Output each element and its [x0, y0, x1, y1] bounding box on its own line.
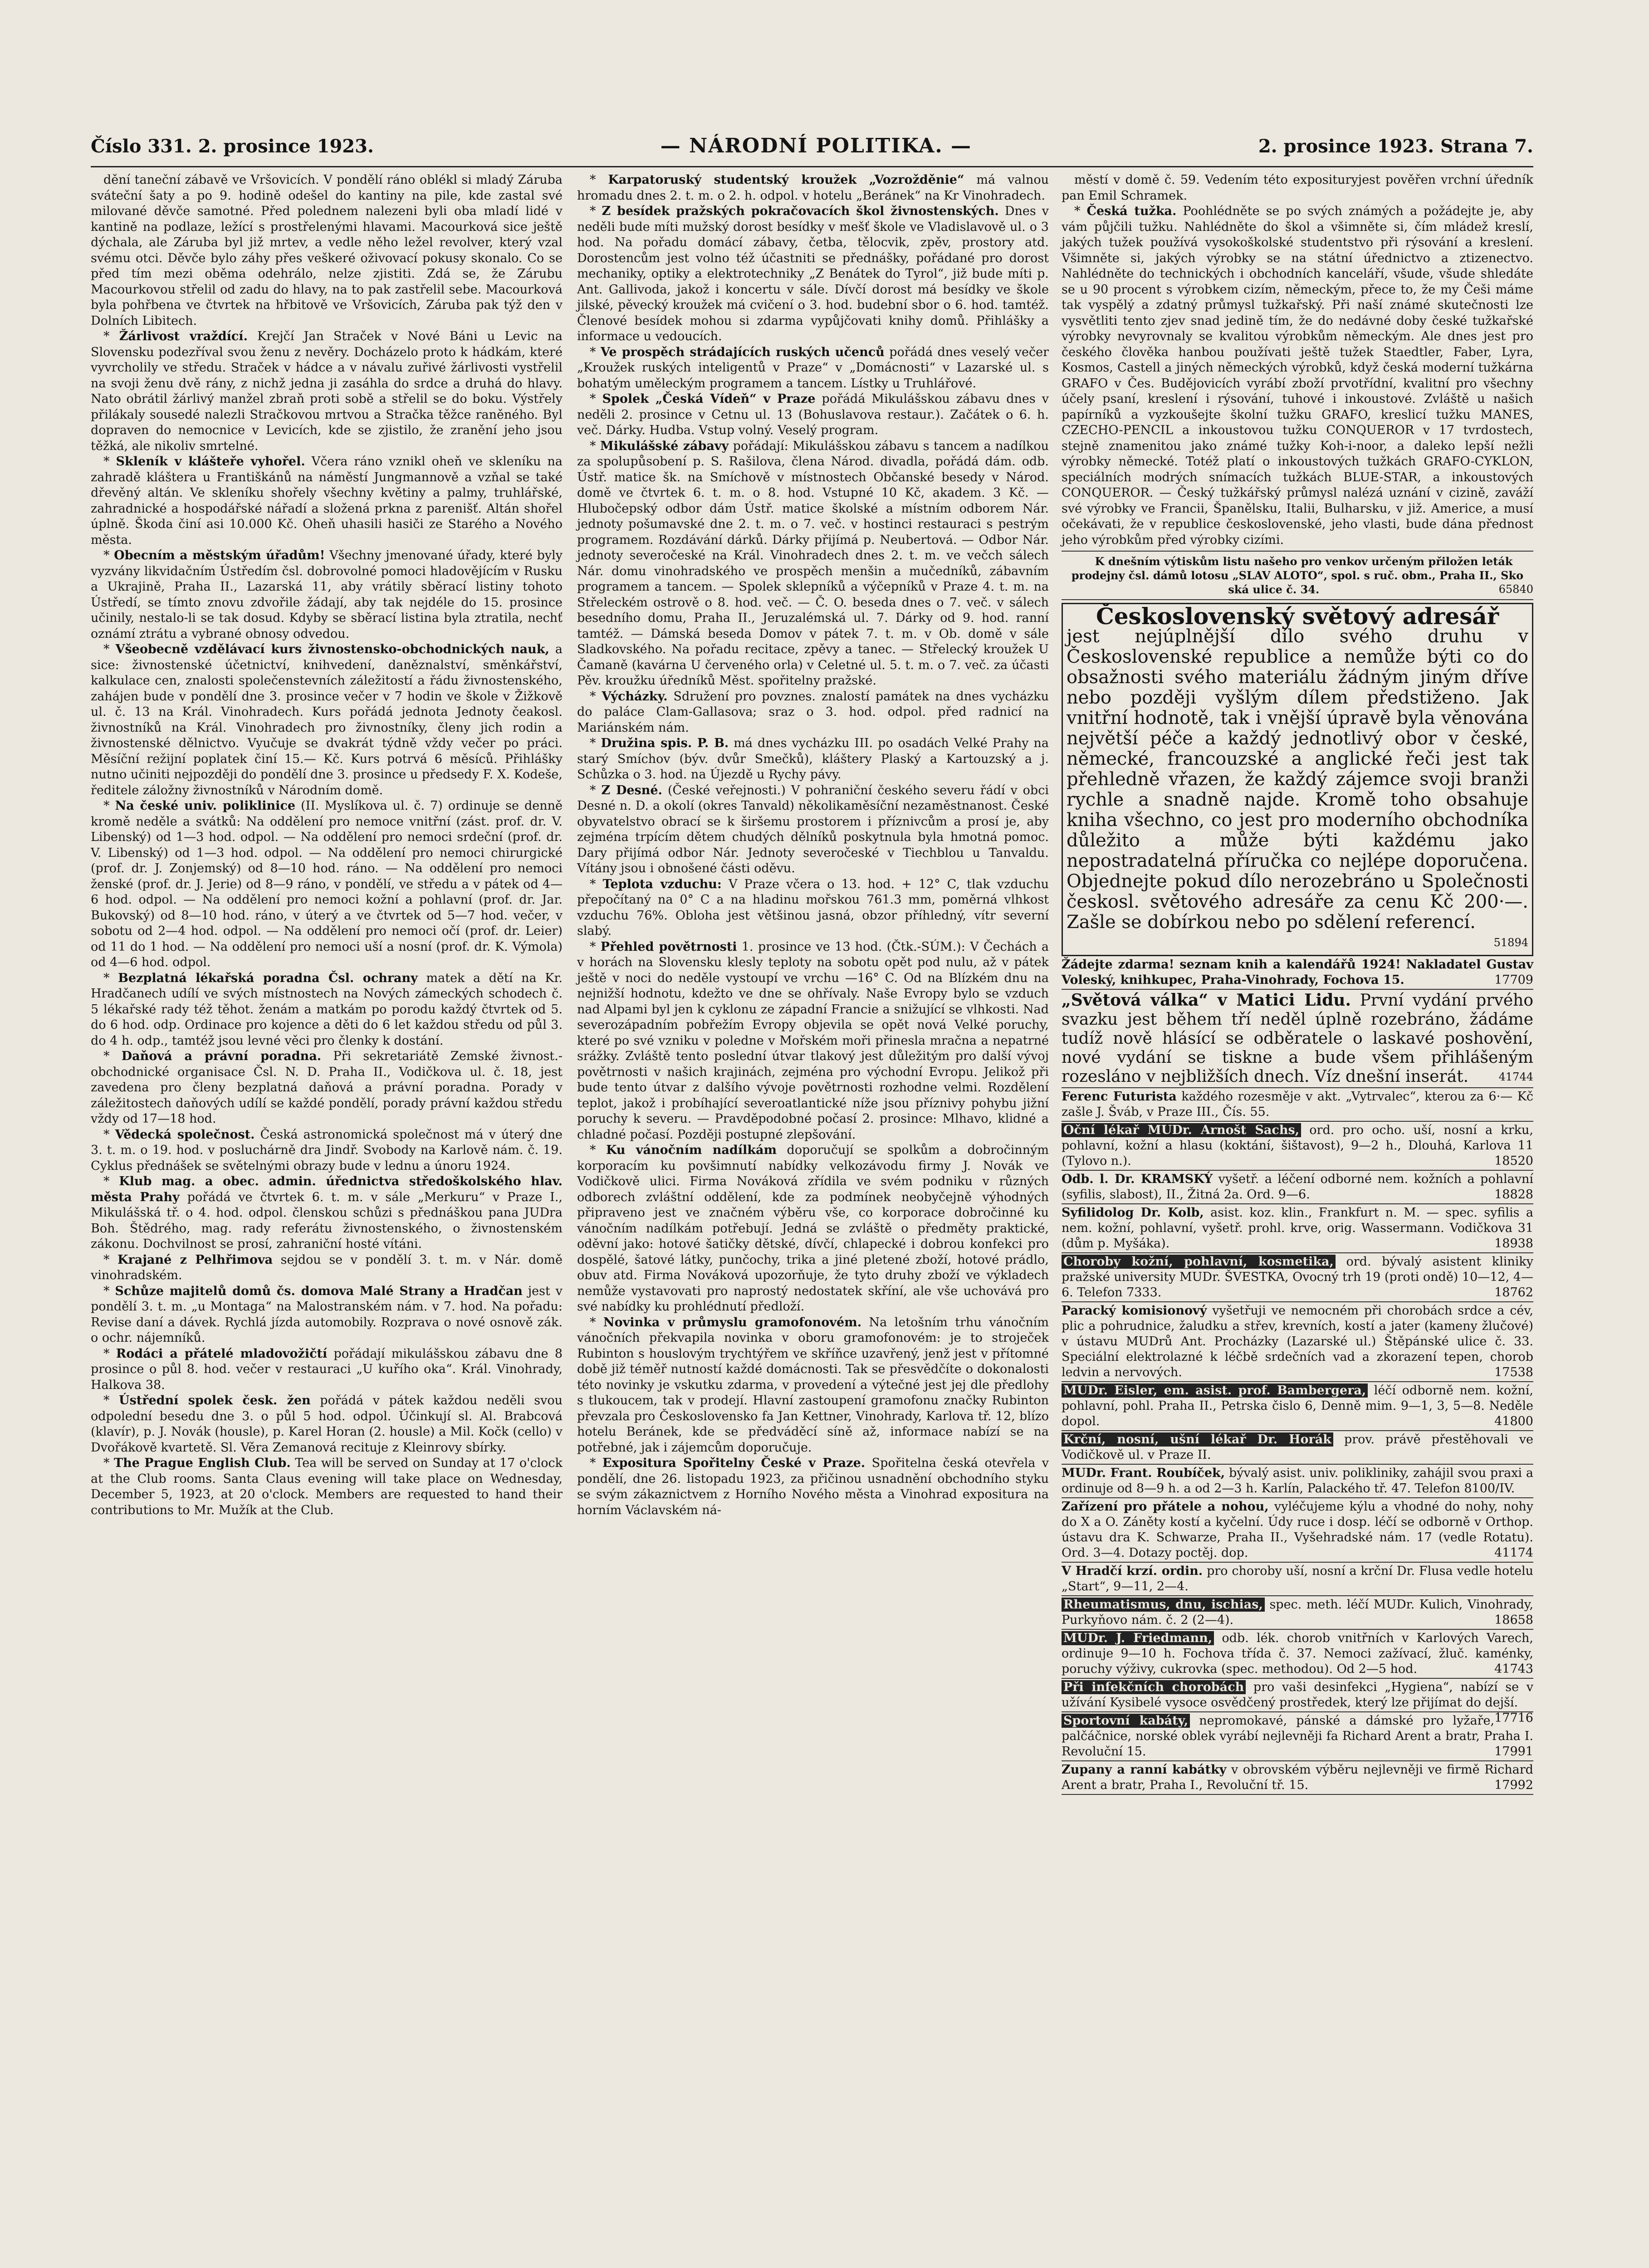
- ad-number: 18828: [1494, 1188, 1533, 1202]
- article: * Z besídek pražských pokračovacích škol živnostenských. Dnes v neděli bude míti mužský dorost besídky v mešť škole ve Vladislavově ul. o 3 hod. Na pořadu domácí zábavy, četba, tělocvik, zpěv, prostory atd. Dorostencům jest volno též účastniti se přednášky, pořádané pro dorost mechaniky, optiky a elektrotechniky „Z Benátek do Tyrol“, již bude míti p. Ant. Gallivoda, jakož i koncertu v sále. Dívčí dorost má besídky ve škole jilské, pěvecký kroužek má cvičení o 3. hod. budební sbor o 6. hod. tamtéž. Členové besídek mohou si zdarma vypůjčovati knihy domů. Přihlášky a informace u vedoucích.: [577, 204, 1049, 343]
- adresar-ad: [1062, 603, 1533, 956]
- article-text: (České veřejnosti.) V pohraniční českého severu řádí v obci Desné n. D. a okolí (okres Tanvald) několikaměsíční nezaměstnanost. České obyvatelstvo obrací se k širšemu prostorem i příznivcům a prosí je, aby zejména trpícím dětem chudých dělníků poskytnula byla hmotná pomoc. Dary přijímá odbor Nár. Jednoty severočeské v Tiechblou u Tanvaldu. Vítány jsou i obnošené části oděvu.: [577, 783, 1049, 875]
- article: * Ku vánočním nadílkám doporučují se spolkům a dobročinným korporacím ku povšimnutí nabídky velkozávodu firmy J. Novák ve Vodičkově ulici. Firma Nováková zřídila ve svém podniku v různých odborech zvláštní oddělení, kde za podmínek neobyčejně výhodných připraveno jest ve značném výběru vše, co korporace dobročinné ku vánočním nadílkám potřebují. Jedná se zvláště o předměty praktické, oděvní jako: hotové šatičky dětské, dívčí, chlapecké i dobrou konfekci pro dospělé, šatové látky, punčochy, trika a jiné pletené zboží, hotové prádlo, obuv atd. Firma Nováková upozorňuje, že tyto druhy zboží ve výkladech nemůže vystavovati pro naprostý nedostatek skříní, ale vše uchovává pro své nabídky ku prohlédnutí předloží.: [577, 1143, 1049, 1314]
- adresar-ad-body: jest nejúplnější dílo svého druhu v Československé republice a nemůže býti co do obsažnosti svého materiálu žádným jiným dříve nebo později vyšlým dílem předstiženo. Jak vnitřní hodnotě, tak i vnější úpravě byla věnována největší péče a každý jednotlivý obor v české, německé, francouzské a anglické řeči jest tak přehledně vřazen, že každý zájemce svoji branži rychle a snadně najde. Kromě toho obsahuje kniha všechno, co jest pro moderního obchodníka důležito a může býti každému jako nepostradatelná příručka co nejlépe doporučena. Objednejte pokud dílo nerozebráno u Společnosti českosl. světového adresáře za cenu Kč 200·—. Zašle se dobírkou nebo po sdělení referencí.: [1067, 626, 1528, 933]
- classified-ads: [1062, 1088, 1533, 1795]
- article-headline: Rodáci a přátelé mladovožičtí: [116, 1346, 328, 1361]
- classified-ad: [1062, 1088, 1533, 1122]
- article: * Česká tužka. Poohlédněte se po svých známých a požádejte je, aby vám půjčili tužku. Nahlédněte do škol a všimněte si, čím mládež kreslí, jakých tužek používá vysokoškolské studentstvo při rýsování a kreslení. Všimněte si, jakých výrobky se na státní úřednictvo a ztizenectvo. Nahlédněte do technických i obchodních kanceláří, všude, všude shledáte se u 90 procent s výrobkem cizím, německým, přece to, že my Češi máme tak vyspělý a zdatný průmysl tužkařský. Při naší známé skutečnosti lze vysvětliti tento zjev snad jedině tím, že do nedávné doby české tužkařské výrobky nevyrovnaly se kvalitou výrobkům německým. Ale dnes jest pro českého člověka hanbou používati ještě tužek Staedtler, Faber, Lyra, Kosmos, Castell a jiných německých výrobků, když česká moderní tužkárna GRAFO v Čes. Budějovicích vyrábí zboží prvotřídní, kvalitní pro všechny účely psaní, kreslení i rýsování, tuhové i inkoustové. Zvláště u našich papírníků a vyzkoušejte školní tužku GRAFO, kreslicí tužku MANES, CZECHO-PENCIL a inkoustovou tužku CONQUEROR v 17 tvrdostech, stejně znamenitou jako známé tužky Koh-i-noor, a daleko lepší nežli výrobky německé. Totéž platí o inkoustových tužkách GRAFO-CYKLON, speciálních modrých snímacích tužkách BLUE-STAR, a inkoustových CONQUEROR. — Český tužkářský průmysl nalézá uznání v cizině, zaváží své výrobky ve Francii, Španělsku, Italii, Bulharsku, v již. Americe, a musí očekávati, že v republice československé, jeho vlasti, bude dána přednost jeho výrobkům před výrobky cizími.: [1062, 204, 1533, 547]
- ad-number: 18938: [1494, 1237, 1533, 1251]
- article: * The Prague English Club. Tea will be served on Sunday at 17 o'clock at the Club rooms. Santa Claus evening will take place on Wednesday, December 5, 1923, at 20 o'clock. Members are requested to hand their contributions to Mr. Mužík at the Club.: [91, 1456, 563, 1517]
- article-text: má valnou hromadu dnes 2. t. m. o 2. h. odpol. v hotelu „Beránek“ na Kr Vinohradech.: [577, 173, 1049, 203]
- article-text: matek a dětí na Kr. Hradčanech udílí ve svých místnostech na Nových zámeckých schodech č. 5 lékařské rady též těhot. ženám a matkám po porodu každý čtvrtek od 5. do 6 hod. odp. Ordinace pro kojence a děti do 6 let každou středu od půl 3. do 4 h. odp., tamtéž jsou levné věci pro členky k dostání.: [91, 971, 563, 1048]
- header-date-page: 2. prosince 1923. Strana 7.: [1258, 136, 1533, 157]
- article-headline: Krajané z Pelhřimova: [117, 1252, 273, 1267]
- article-headline: Přehled povětrnosti: [600, 939, 737, 954]
- article-headline: Spolek „Česká Vídeň“ v Praze: [602, 392, 816, 406]
- article: * Družina spis. P. B. má dnes vycházku III. po osadách Velké Prahy na starý Smíchov (býv. dvůr Smečků), kláštery Plaský a Kartouzský a j. Schůzka o 3. hod. na Újezdě u Rychy pávy.: [577, 736, 1049, 782]
- ad-number: 17991: [1494, 1745, 1533, 1759]
- article: * Klub mag. a obec. admin. úřednictva středoškolského hlav. města Prahy pořádá ve čtvrtek 6. t. m. v sále „Merkuru“ v Praze I., Mikulášská tř. o 4. hod. odpol. členskou schůzi s přednáškou pana JUDra Boh. Štědrého, mag. rady referátu živnostenského, o živnostenském zákonu. Dochvilnost se prosí, zahraniční hosté vítáni.: [91, 1174, 563, 1251]
- ad-text: spec. meth. léčí MUDr. Kulich, Vinohrady, Purkyňovo nám. č. 2 (2—4).: [1062, 1598, 1533, 1627]
- ad-name: Ferenc Futurista: [1062, 1090, 1177, 1104]
- article-headline: Česká tužka.: [1086, 204, 1177, 218]
- article-headline: Z besídek pražských pokračovacích škol živnostenských.: [602, 204, 999, 218]
- article-text: dění taneční zábavě ve Vršovicích. V pondělí ráno oblékl si mladý Záruba sváteční šaty a po 9. hodině odešel do kantiny na pile, kde zastal své milované děvče samotné. Před polednem nalezeni byli oba mladí lidé v kantině na podlaze, ležící s prostřelenými hlavami. Macourková sice ještě dýchala, ale Záruba byl již mrtev, a vedle něho ležel revolver, který vzal svému otci. Děvče bylo záhy přes veškeré oživovací pokusy skonalo. Co se před tím mezi oběma odehrálo, nelze zjistiti. Zdá se, že Zárubu Macourkovou střelil od zadu do hlavy, na to pak zastřelil sebe. Macourková byla pohřbena ve čtvrtek na hřbitově ve Vršovicích, Záruba pak týž den v Dolních Libitech.: [91, 173, 563, 328]
- ad-text: vyšetřuji ve nemocném při chorobách srdce a cév, plic a pohrudnice, žaludku a střev, krevních, kostí a jater (kameny žlučové) v ústavu MUDrů Ant. Procházky (Lazarské ul.) Štěpánské ulice č. 33. Speciální elektrolazné k léčbě srdečních vad a zkorazení tepen, chorob ledvin a nervových.: [1062, 1304, 1533, 1379]
- article-headline: Daňová a právní poradna.: [121, 1049, 322, 1063]
- ad-number: 41743: [1494, 1662, 1533, 1676]
- article-text: městí v domě č. 59. Vedením této exposituryjest pověřen vrchní úředník pan Emil Schramek.: [1062, 173, 1533, 203]
- ad-number: 18520: [1494, 1154, 1533, 1168]
- article: * Přehled povětrnosti 1. prosince ve 13 hod. (Čtk.-SÚM.): V Čechách a v horách na Slovensku klesly teploty na sobotu opět pod nulu, až v pátek ještě v noci do neděle vystoupí ve vrchu —16° C. Od na Blízkém dnu na nejnižší hodnotu, kdežto ve dne se ohřívaly. Naše Evropy bylo se vzduch nad Alpami byl jen k cyklonu ze západní Francie a snižující se vlhkosti. Nad severozápadním pobřežím Evropy objevila se opět nová Velké poruchy, které po své vzniku v poledne v Mořském moři přinesla mračna a nepatrné srážky. Zvláště tento poslední útvar tlakový jest důležitým pro další vývoj povětrnosti v našich krajinách, zejména pro východní Evropu. Jelikož při bude tento útvar z dalšího vývoje povětrnosti rozhodne velmi. Rozdělení teplot, jakož i probíhající severoatlantické níže jsou příznivy pohybu jižní poruchy k severu. — Pravděpodobné počasí 2. prosince: Mlhavo, klidné a chladné počasí. Později postupné zlepšování.: [577, 939, 1049, 1142]
- adresar-ad-title: Československý světový adresář: [1096, 603, 1499, 630]
- article-text: pořádá Mikulášskou zábavu dnes v neděli 2. prosince v Cetnu ul. 13 (Bohuslavova restaur.). Začátek o 6. h. več. Dárky. Hudba. Vstup volný. Veselý program.: [577, 392, 1049, 437]
- ad-name: Rheumatismus, dnu, ischias,: [1062, 1598, 1265, 1612]
- adresar-ad-number: 51894: [1493, 936, 1528, 949]
- column-1: [91, 172, 563, 1518]
- article-headline: Ústřední spolek česk. žen: [119, 1393, 311, 1408]
- article-text: Sdružení pro povznes. znalostí památek na dnes vycházku do paláce Clam-Gallasova; sraz o 3. hod. odpol. před radnicí na Mariánském nám.: [577, 689, 1049, 735]
- article: * Ústřední spolek česk. žen pořádá v pátek každou neděli svou odpolední besedu dne 3. o půl 5 hod. odpol. Účinkují sl. Al. Brabcová (klavír), p. J. Novák (housle), p. Karel Horan (2. housle) a Mil. Kočk (cello) v Dvořákově kvartetě. Sl. Věra Zemanová recituje z Kleinrovy sbírky.: [91, 1393, 563, 1455]
- article-headline: Ku vánočním nadílkám: [606, 1143, 777, 1157]
- ad-text: pro vaši desinfekci „Hygiena“, nabízí se v užívání Kysibelé vysoce osvědčený prostředek, který lze přijímat do dejší.: [1062, 1680, 1533, 1710]
- ad-name: Sportovní kabáty,: [1062, 1714, 1190, 1728]
- ad-text: bývalý asist. univ. polikliniky, zahájil svou praxi a ordinuje od 8—9 h. a od 2—3 h. Karlín, Palackého tř. 47. Telefon 8100/IV.: [1062, 1466, 1533, 1496]
- article-headline: Bezplatná lékařská poradna Čsl. ochrany: [118, 971, 418, 985]
- page-header: [91, 134, 1533, 161]
- article-text: Krejčí Jan Straček v Nové Báni u Levic na Slovensku podezříval svou ženu z nevěry. Docházelo proto k hádkám, které vyvrcholily ve středu. Straček v hádce a v návalu zuřivé žárlivosti vystřelil na svoji ženu dvě rány, z nichž jedna ji zasáhla do srdce a druhá do hlavy. Nato obrátil žárlivý manžel zbraň proti sobě a střelil se do boku. Výstřely přilákaly sousedé nalezli Stračkovou mrtvou a Stračka těžce raněného. Byl dopraven do nemocnice v Levicích, kde se zjistilo, že zranění jeho jsou těžká, ale nikoliv smrtelné.: [91, 329, 563, 453]
- article-text: a sice: živnostenské účetnictví, knihvedení, daněznalství, směnkářství, kalkulace cen, znalosti společenstevních záležitostí a řádu živnostenského, zahájen bude v pondělí dne 3. prosince večer v 7 hodin ve škole v Žižkově ul. č. 13 na Král. Vinohradech. Kurs pořádá jednota Jednoty čeakosl. živnostníků na Král. Vinohradech pro živnostníky, členy jich rodin a živnostenské dělnictvo. Vyučuje se dvakrát týdně vždy večer po práci. Měsíční režijní poplatek činí 15.— Kč. Kurs potrvá 6 měsíců. Přihlášky nutno učiniti nejpozději do pondělí dne 3. prosince u předsedy F. X. Kodeše, ředitele záložny živnostníků v Národním domě.: [91, 642, 563, 797]
- ad-text: odb. lék. chorob vnitřních v Karlových Varech, ordinuje 9—10 h. Fochova třída č. 37. Nemoci zažívací, žluč. kaménky, poruchy výživy, cukrovka (spec. methodou). Od 2—5 hod.: [1062, 1631, 1533, 1676]
- article-text: V Praze včera o 13. hod. + 12° C, tlak vzduchu přepočítaný na 0° C a na hladinu mořskou 761.3 mm, poměrná vlhkost vzduchu 76%. Obloha jest většinou jasná, obzor příhledný, vítr severní slabý.: [577, 877, 1049, 938]
- article-text: (II. Myslíkova ul. č. 7) ordinuje se denně kromě neděle a svátků: Na oddělení pro nemoce vnitřní (zást. prof. dr. V. Libenský) od 1—3 hod. odpol. — Na oddělení pro nemoci srdeční (prof. dr. V. Libenský) od 1—3 hod. odpol. — Na oddělení pro nemoci chirurgické (prof. dr. J. Zonjemský) od 8—10 hod. ráno. — Na oddělení pro nemoci ženské (prof. dr. J. Jerie) od 8—9 ráno, v pondělí, ve středu a v pátek od 4—6 hod. odpol. — Na oddělení pro nemoci kožní a pohlavní (prof. dr. Jar. Bukovský) od 8—10 hod. ráno, v úterý a ve čtvrtek od 5—7 hod. večer, v sobotu od 2—4 hod. odpol. — Na oddělení pro nemoci očí (prof. dr. Leier) od 11 do 1 hod. — Na oddělení pro nemoci uší a nosní (prof. dr. K. Výmola) od 4—6 hod. odpol.: [91, 799, 563, 969]
- ad-text: vyléčujeme kýlu a vhodné do nohy, nohy do X a O. Záněty kostí a kyčelní. Údy ruce i dosp. léčí se odborně v Orthop. ústavu dra K. Schwarze, Praha II., Vyšehradské nám. 17 (vedle Rotatu). Ord. 3—4. Dotazy poctěj. dop.: [1062, 1500, 1534, 1560]
- ad-number: 41174: [1494, 1546, 1533, 1560]
- ad-text: pro choroby uší, nosní a krční Dr. Flusa vedle hotelu „Start“, 9—11, 2—4.: [1062, 1564, 1533, 1593]
- ad-text: každého rozesměje v akt. „Vytrvalec“, kterou za 6·— Kč zašle J. Šváb, v Praze III., Čís. 55.: [1062, 1090, 1534, 1119]
- ad-name: MUDr. J. Friedmann,: [1062, 1631, 1214, 1645]
- article-headline: Novinka v průmyslu gramofonovém.: [603, 1315, 862, 1330]
- classified-ad: [1062, 1465, 1533, 1498]
- article-text: Česká astronomická společnost má v úterý dne 3. t. m. o 19. hod. v posluchárně dra Jindř. Svobody na Karlově nám. č. 19. Cyklus přednášek se světelnými obrazy bude v lednu a únoru 1924.: [91, 1127, 563, 1173]
- classified-ad: [1062, 1596, 1533, 1630]
- article: * Expositura Spořitelny České v Praze. Spořitelna česká otevřela v pondělí, dne 26. listopadu 1923, za přičinou usnadnění obchodního styku se svým zákaznictvem z Horního Nového města a Vinohrad expositura na horním Václavském ná-: [577, 1456, 1049, 1517]
- classified-ad: [1062, 1498, 1533, 1563]
- article-headline: Mikulášské zábavy: [600, 439, 729, 453]
- article-headline: Na české univ. poliklinice: [115, 799, 296, 813]
- ad-name: MUDr. Eisler, em. asist. prof. Bambergera,: [1062, 1383, 1368, 1398]
- article: * Krajané z Pelhřimova sejdou se v pondělí 3. t. m. v Nár. domě vinohradském.: [91, 1252, 563, 1282]
- article: * Spolek „Česká Vídeň“ v Praze pořádá Mikulášskou zábavu dnes v neděli 2. prosince v Cetnu ul. 13 (Bohuslavova restaur.). Začátek o 6. h. več. Dárky. Hudba. Vstup volný. Veselý program.: [577, 392, 1049, 437]
- classified-ad: [1062, 1761, 1533, 1795]
- article-text: Na letošním trhu vánočním vánočních překvapila novinka v oboru gramofonovém: je to stroječek Rubinton s houslovým trychtýřem ve skříňce uzavřený, jenž jest v přítomné době již téměř nutností každé domácnosti. Tak se přesvědčíte o dokonalosti této novinky je vskutku zdarma, v provedení a výtečné jest jej dle předlohy s tlukoucem, tak v prodejí. Hlavní zastoupení gramofonu značky Rubinton převzala pro Československo fa Jan Kettner, Vinohrady, Karlova tř. 12, blízo hotelu Beránek, kde se předváděcí síně až, informace nabízí se na potřebné, jak i zájemcům doporučuje.: [577, 1315, 1049, 1455]
- ad-number: 17992: [1494, 1778, 1533, 1792]
- article: * Mikulášské zábavy pořádají: Mikulášskou zábavu s tancem a nadílkou za spolupůsobení p. S. Rašilova, člena Národ. divadla, pořádá dám. odb. Ústř. matice šk. na Smíchově v místnostech Občanské besedy v Národ. domě ve čtvrtek 6. t. m. o 8. hod. Vstupné 10 Kč, akadem. 3 Kč. — Hlubočepský odbor dám Ústř. matice školské a místním odborem Nár. jednoty pošumavské dne 2. t. m. o 7. več. v hostinci restauraci s pestrým programem. Rozdávání dárků. Dárky přijímá p. Neubertová. — Odbor Nár. jednoty severočeské na Král. Vinohradech dnes 2. t. m. ve večch sálech Nár. domu vinohradského ve prospěch menšin a mučedníků, zábavním programem a tancem. — Spolek sklepníků a výčepníků v Praze 4. t. m. na Střeleckém ostrově o 8. hod. več. — Č. O. beseda dnes o 7. več. v sálech besedního domu, Praha II., Jeruzalémská ul. 7. Dárky od 9. hod. ranní tamtéž. — Dámská beseda Domov v pátek 7. t. m. v Ob. domě v sále Sladkovského. Na pořadu recitace, zpěvy a tanec. — Střelecký kroužek U Čamaně (kavárna U červeného orla) v Celetné ul. 5. t. m. o 7. več. za účasti Pěv. kroužku úředníků Měst. spořitelny pražské.: [577, 439, 1049, 688]
- article: * Schůze majitelů domů čs. domova Malé Strany a Hradčan jest v pondělí 3. t. m. „u Montaga“ na Malostranském nám. v 7. hod. Na pořadu: Revise daní a dávek. Rychlá jízda automobily. Rozprava o nové osnově zák. o ochr. nájemníků.: [91, 1284, 563, 1345]
- article: [91, 172, 563, 329]
- ad-text: nepromokavé, pánské a dámské pro lyžaře, palčáčnice, norské oblek vyrábí nejlevněji fa Richard Arent a bratr, Praha I. Revoluční 15.: [1062, 1714, 1533, 1759]
- classified-ad: [1062, 1204, 1533, 1253]
- article-headline: Žárlivost vraždící.: [119, 329, 248, 343]
- books-ad: Žádejte zdarma! seznam knih a kalendářů 1924! Nakladatel Gustav Voleský, knihkupec, Praha-Vinohrady, Fochova 15. 17709: [1062, 956, 1533, 990]
- ad-text: prov. právě přestěhovali ve Vodičkově ul. v Praze II.: [1062, 1432, 1533, 1462]
- article: * Daňová a právní poradna. Při sekretariátě Zemské živnost.-obchodnické organisace Čsl. N. D. Praha II., Vodičkova ul. č. 18, jest zavedena pro členy bezplatná daňová a právní poradna. Porady v záležitostech daňových udílí se každé pondělí, porady právní každou středu vždy od 17—18 hod.: [91, 1049, 563, 1126]
- article-text: má dnes vycházku III. po osadách Velké Prahy na starý Smíchov (býv. dvůr Smečků), kláštery Plaský a Kartouzský a j. Schůzka o 3. hod. na Újezdě u Rychy pávy.: [577, 736, 1049, 782]
- header-rule: [91, 166, 1533, 167]
- article-headline: Karpatoruský studentský kroužek „Vozrožděnie“: [608, 173, 964, 187]
- article-text: pořádají: Mikulášskou zábavu s tancem a nadílkou za spolupůsobení p. S. Rašilova, člena Národ. divadla, pořádá dám. odb. Ústř. matice šk. na Smíchově v místnostech Občanské besedy v Národ. domě ve čtvrtek 6. t. m. o 8. hod. Vstupné 10 Kč, akadem. 3 Kč. — Hlubočepský odbor dám Ústř. matice školské a místním odborem Nár. jednoty pošumavské dne 2. t. m. o 7. več. v hostinci restauraci s pestrým programem. Rozdávání dárků. Dárky přijímá p. Neubertová. — Odbor Nár. jednoty severočeské na Král. Vinohradech dnes 2. t. m. ve večch sálech Nár. domu vinohradského ve prospěch menšin a mučedníků, zábavním programem a tancem. — Spolek sklepníků a výčepníků v Praze 4. t. m. na Střeleckém ostrově o 8. hod. več. — Č. O. beseda dnes o 7. več. v sálech besedního domu, Praha II., Jeruzalémská ul. 7. Dárky od 9. hod. ranní tamtéž. — Dámská beseda Domov v pátek 7. t. m. v Ob. domě v sále Sladkovského. Na pořadu recitace, zpěvy a tanec. — Střelecký kroužek U Čamaně (kavárna U červeného orla) v Celetné ul. 5. t. m. o 7. več. za účasti Pěv. kroužku úředníků Měst. spořitelny pražské.: [577, 439, 1049, 688]
- article: * Z Desné. (České veřejnosti.) V pohraniční českého severu řádí v obci Desné n. D. a okolí (okres Tanvald) několikaměsíční nezaměstnanost. České obyvatelstvo obrací se k širšemu prostorem i příznivcům a prosí je, aby zejména trpícím dětem chudých dělníků poskytnula byla hmotná pomoc. Dary přijímá odbor Nár. Jednoty severočeské v Tiechblou u Tanvaldu. Vítány jsou i obnošené části oděvu.: [577, 783, 1049, 875]
- article-text: jest v pondělí 3. t. m. „u Montaga“ na Malostranském nám. v 7. hod. Na pořadu: Revise daní a dávek. Rychlá jízda automobily. Rozprava o nové osnově zák. o ochr. nájemníků.: [91, 1284, 563, 1345]
- ad-name: Krční, nosní, ušní lékař Dr. Horák: [1062, 1432, 1333, 1447]
- article: [1062, 172, 1533, 204]
- article-headline: Schůze majitelů domů čs. domova Malé Strany a Hradčan: [115, 1284, 523, 1298]
- article: * Bezplatná lékařská poradna Čsl. ochrany matek a dětí na Kr. Hradčanech udílí ve svých místnostech na Nových zámeckých schodech č. 5 lékařské rady též těhot. ženám a matkám po porodu každý čtvrtek od 5. do 6 hod. odp. Ordinace pro kojence a děti do 6 let každou středu od půl 3. do 4 h. odp., tamtéž jsou levné věci pro členky k dostání.: [91, 971, 563, 1048]
- column-3-articles: [1062, 172, 1533, 548]
- article-text: Včera ráno vznikl oheň ve skleníku na zahradě kláštera u Františkánů na náměstí Jungmannově a vzňal se také dřevěný altán. Ve skleníku shořely všechny květiny a palmy, truhlářské, zahradnické a hospodářské nářadí a složená prkna z parenišť. Altán shořel úplně. Škoda činí asi 10.000 Kč. Oheň uhasili hasiči ze Starého a Nového města.: [91, 455, 563, 547]
- divider: [1062, 599, 1533, 600]
- ad-name: Při infekčních chorobách: [1062, 1680, 1246, 1694]
- ad-name: MUDr. Frant. Roubíček,: [1062, 1466, 1225, 1480]
- article-headline: Teplota vzduchu:: [602, 877, 722, 891]
- article-headline: Skleník v klášteře vyhořel.: [116, 455, 305, 469]
- article-text: Dnes v neděli bude míti mužský dorost besídky v mešť škole ve Vladislavově ul. o 3 hod. Na pořadu domácí zábavy, četba, tělocvik, zpěv, prostory atd. Dorostencům jest volno též účastniti se přednášky, pořádané pro dorost mechaniky, optiky a elektrotechniky „Z Benátek do Tyrol“, již bude míti p. Ant. Gallivoda, jakož i koncertu v sále. Dívčí dorost má besídky ve škole jilské, pěvecký kroužek má cvičení o 3. hod. budební sbor o 6. hod. tamtéž. Členové besídek mohou si zdarma vypůjčovati knihy domů. Přihlášky a informace u vedoucích.: [577, 204, 1049, 343]
- article-text: pořádá ve čtvrtek 6. t. m. v sále „Merkuru“ v Praze I., Mikulášská tř. o 4. hod. odpol. členskou schůzi s přednáškou pana JUDra Boh. Štědrého, mag. rady referátu živnostenského, o živnostenském zákonu. Dochvilnost se prosí, zahraniční hosté vítáni.: [91, 1190, 563, 1251]
- article-text: doporučují se spolkům a dobročinným korporacím ku povšimnutí nabídky velkozávodu firmy J. Novák ve Vodičkově ulici. Firma Nováková zřídila ve svém podniku v různých odborech zvláštní oddělení, kde za podmínek neobyčejně výhodných připraveno jest ve značném výběru vše, co korporace dobročinné ku vánočním nadílkám potřebují. Jedná se zvláště o předměty praktické, oděvní jako: hotové šatičky dětské, dívčí, chlapecké i dobrou konfekci pro dospělé, šatové látky, punčochy, trika a jiné pletené zboží, hotové prádlo, obuv atd. Firma Nováková upozorňuje, že tyto druhy zboží ve výkladech nemůže vystavovati pro naprostý nedostatek skříní, ale vše uchovává pro své nabídky ku prohlédnutí předloží.: [577, 1143, 1049, 1314]
- article-headline: Vědecká společnost.: [115, 1127, 255, 1142]
- article: * Vědecká společnost. Česká astronomická společnost má v úterý dne 3. t. m. o 19. hod. v posluchárně dra Jindř. Svobody na Karlově nám. č. 19. Cyklus přednášek se světelnými obrazy bude v lednu a únoru 1924.: [91, 1127, 563, 1173]
- article-headline: Všeobecně vzdělávací kurs živnostensko-obchodnických nauk,: [115, 642, 549, 656]
- article: * Teplota vzduchu: V Praze včera o 13. hod. + 12° C, tlak vzduchu přepočítaný na 0° C a na hladinu mořskou 761.3 mm, poměrná vlhkost vzduchu 76%. Obloha jest většinou jasná, obzor příhledný, vítr severní slabý.: [577, 877, 1049, 938]
- ad-number: 41800: [1494, 1414, 1533, 1428]
- article-text: sejdou se v pondělí 3. t. m. v Nár. domě vinohradském.: [91, 1252, 563, 1282]
- war-ad: „Světová válka“ v Matici Lidu. První vydání prvého svazku jest během tří neděl úplně rozebráno, žádáme tudíž nově hlásící se odběratele o laskavé poshovění, nové vydání se tiskne a bude všem přihlášeným rozesláno v nejbližších dnech. Víz dnešní inserát. 41744: [1062, 990, 1533, 1088]
- article-headline: Družina spis. P. B.: [601, 736, 729, 750]
- classified-ad: [1062, 1171, 1533, 1204]
- ad-text: ord. pro ocho. uší, nosní a krku, pohlavní, kožní a hlasu (koktání, šištavost), 9—2 h., Dlouhá, Karlova 11 (Tylovo n.).: [1062, 1123, 1533, 1168]
- insert-notice: K dnešním výtiskům listu našeho pro venkov určeným přiložen leták prodejny čsl. dámů lotosu „SLAV ALOTO“, spol. s ruč. obm., Praha II., Sko ská ulice č. 34. 65840: [1071, 555, 1533, 596]
- article-text: Všechny jmenované úřady, které byly vyzvány likvidačním Ústředím čsl. dobrovolné pomoci hladovějícím v Rusku a Ukrajině, Praha II., Lazarská 11, aby vrátily sběrací listiny tohoto Ústředí, se tímto znovu zdvořile žádají, aby tak nejdéle do 15. prosince učinily, nestalo-li se tak dosud. Kdyby se sběrací listina byla ztratila, nechť oznámí ztrátu a vybrané obnosy odvedou.: [91, 548, 563, 641]
- article-headline: The Prague English Club.: [114, 1456, 291, 1470]
- article: * Novinka v průmyslu gramofonovém. Na letošním trhu vánočním vánočních překvapila novinka v oboru gramofonovém: je to stroječek Rubinton s houslovým trychtýřem ve skříňce uzavřený, jenž jest v přítomné době již téměř nutností každé domácnosti. Tak se přesvědčíte o dokonalosti této novinky je vskutku zdarma, v provedení a výtečné jest jej dle předlohy s tlukoucem, tak v prodejí. Hlavní zastoupení gramofonu značky Rubinton převzala pro Československo fa Jan Kettner, Vinohrady, Karlova tř. 12, blízo hotelu Beránek, kde se předváděcí síně až, informace nabízí se na potřebné, jak i zájemcům doporučuje.: [577, 1315, 1049, 1455]
- article-text: Tea will be served on Sunday at 17 o'clock at the Club rooms. Santa Claus evening will take place on Wednesday, December 5, 1923, at 20 o'clock. Members are requested to hand their contributions to Mr. Mužík at the Club.: [91, 1456, 563, 1517]
- article: * Rodáci a přátelé mladovožičtí pořádají mikulášskou zábavu dne 8 prosince o půl 8. hod. večer v restauraci „U kuřího oka“. Král. Vinohrady, Halkova 38.: [91, 1346, 563, 1392]
- ad-name: Zařízení pro přátele a nohou,: [1062, 1500, 1269, 1514]
- column-2: [577, 172, 1049, 1518]
- article-text: 1. prosince ve 13 hod. (Čtk.-SÚM.): V Čechách a v horách na Slovensku klesly teploty na sobotu opět pod nulu, až v pátek ještě v noci do neděle vystoupí ve vrchu —16° C. Od na Blízkém dnu na nejnižší hodnotu, kdežto ve dne se ohřívaly. Naše Evropy bylo se vzduch nad Alpami byl jen k cyklonu ze západní Francie a snižující se vlhkosti. Nad severozápadním pobřežím Evropy objevila se opět nová Velké poruchy, které po své vzniku v poledne v Mořském moři přinesla mračna a nepatrné srážky. Zvláště tento poslední útvar tlakový jest důležitým pro další vývoj povětrnosti v našich krajinách, zejména pro východní Evropu. Jelikož při bude tento útvar z dalšího vývoje povětrnosti rozhodne velmi. Rozdělení teplot, jakož i probíhající severoatlantické níže jsou příznivy pohybu jižní poruchy k severu. — Pravděpodobné počasí 2. prosince: Mlhavo, klidné a chladné počasí. Později postupné zlepšování.: [577, 939, 1049, 1142]
- ad-text: vyšetř. a léčení odborné nem. kožních a pohlavní (syfilis, slabost), II., Žitná 2a. Ord. 9—6.: [1062, 1172, 1533, 1202]
- article-text: Spořitelna česká otevřela v pondělí, dne 26. listopadu 1923, za přičinou usnadnění obchodního styku se svým zákaznictvem z Horního Nového města a Vinohrad expositura na horním Václavském ná-: [577, 1456, 1049, 1517]
- ad-text: léčí odborně nem. kožní, pohlavní, pohl. Praha II., Petrska čislo 6, Denně mim. 9—1, 3, 5—8. Neděle dopol.: [1062, 1383, 1533, 1428]
- ad-text: ord. bývalý asistent kliniky pražské university MUDr. ŠVESTKA, Ovocný trh 19 (proti ondě) 10—12, 4—6. Telefon 7333.: [1062, 1255, 1533, 1300]
- ad-name: V Hradčí krzí. ordin.: [1062, 1564, 1203, 1578]
- article-headline: Ve prospěch strádajících ruských učenců: [600, 345, 885, 359]
- column-3: [1062, 172, 1533, 1795]
- article: * Všeobecně vzdělávací kurs živnostensko-obchodnických nauk, a sice: živnostenské účetnictví, knihvedení, daněznalství, směnkářství, kalkulace cen, znalosti společenstevních záležitostí a řádu živnostenského, zahájen bude v pondělí dne 3. prosince večer v 7 hodin ve škole v Žižkově ul. č. 13 na Král. Vinohradech. Kurs pořádá jednota Jednoty čeakosl. živnostníků na Král. Vinohradech pro živnostníky, členy jich rodin a živnostenské dělnictvo. Vyučuje se dvakrát týdně vždy večer po práci. Měsíční režijní poplatek činí 15.— Kč. Kurs potrvá 6 měsíců. Přihlášky nutno učiniti nejpozději do pondělí dne 3. prosince u předsedy F. X. Kodeše, ředitele záložny živnostníků v Národním domě.: [91, 642, 563, 797]
- article-text: pořádá dnes veselý večer „Kroužek ruských inteligentů v Praze“ v „Domácnosti“ v Lazarské ul. s bohatým uměleckým programem a tancem. Lístky u Truhlářové.: [577, 345, 1049, 391]
- classified-ad: [1062, 1431, 1533, 1465]
- article-text: pořádá v pátek každou neděli svou odpolední besedu dne 3. o půl 5 hod. odpol. Účinkují sl. Al. Brabcová (klavír), p. J. Novák (housle), p. Karel Horan (2. housle) a Mil. Kočk (cello) v Dvořákově kvartetě. Sl. Věra Zemanová recituje z Kleinrovy sbírky.: [91, 1393, 563, 1455]
- ad-name: Odb. l. Dr. KRAMSKÝ: [1062, 1172, 1213, 1186]
- ad-name: Paracký komisionový: [1062, 1304, 1207, 1318]
- article-text: Poohlédněte se po svých známých a požádejte je, aby vám půjčili tužku. Nahlédněte do škol a všimněte si, čím mládež kreslí, jakých tužek používá vysokoškolské studentstvo při rýsování a kreslení. Všimněte si, jakých výrobky se na státní úřednictvo a ztizenectvo. Nahlédněte do technických i obchodních kanceláří, všude, všude shledáte se u 90 procent s výrobkem cizím, německým, přece to, že my Češi máme tak vyspělý a zdatný průmysl tužkařský. Při naší známé skutečnosti lze vysvětliti tento zjev snad jedině tím, že do nedávné doby české tužkařské výrobky nevyrovnaly se kvalitou výrobkům německým. Ale dnes jest pro českého člověka hanbou používati ještě tužek Staedtler, Faber, Lyra, Kosmos, Castell a jiných německých výrobků, když česká moderní tužkárna GRAFO v Čes. Budějovicích vyrábí zboží prvotřídní, kvalitní pro všechny účely psaní, kreslení i rýsování, tuhové i inkoustové. Zvláště u našich papírníků a vyzkoušejte školní tužku GRAFO, kreslicí tužku MANES, CZECHO-PENCIL a inkoustovou tužku CONQUEROR v 17 tvrdostech, stejně znamenitou jako známé tužky Koh-i-noor, a daleko lepší nežli výrobky německé. Totéž platí o inkoustových tužkách GRAFO-CYKLON, speciálních modrých snímacích tužkách BLUE-STAR, a inkoustových CONQUEROR. — Český tužkářský průmysl nalézá uznání v cizině, zaváží své výrobky ve Francii, Španělsku, Italii, Bulharsku, v již. Americe, a musí očekávati, že v republice československé, jeho vlasti, bude dána přednost jeho výrobkům před výrobky cizími.: [1062, 204, 1533, 547]
- ad-number: 17538: [1494, 1365, 1533, 1379]
- article: * Výcházky. Sdružení pro povznes. znalostí památek na dnes vycházku do paláce Clam-Gallasova; sraz o 3. hod. odpol. před radnicí na Mariánském nám.: [577, 689, 1049, 735]
- article-headline: Obecním a městským úřadům!: [114, 548, 325, 562]
- ad-text: v obrovském výběru nejlevněji ve firmě Richard Arent a bratr, Praha I., Revoluční tř. 15.: [1062, 1763, 1533, 1792]
- ad-name: Syfilidolog Dr. Kolb,: [1062, 1206, 1204, 1220]
- article-text: Při sekretariátě Zemské živnost.-obchodnické organisace Čsl. N. D. Praha II., Vodičkova ul. č. 18, jest zavedena pro členy bezplatná daňová a právní poradna. Porady v záležitostech daňových udílí se každé pondělí, porady právní každou středu vždy od 17—18 hod.: [91, 1049, 563, 1126]
- classified-ad: [1062, 1563, 1533, 1596]
- article-headline: Z Desné.: [601, 783, 662, 797]
- ad-number: 18762: [1494, 1286, 1533, 1300]
- article: * Žárlivost vraždící. Krejčí Jan Straček v Nové Báni u Levic na Slovensku podezříval svou ženu z nevěry. Docházelo proto k hádkám, které vyvrcholily ve středu. Straček v hádce a v návalu zuřivé žárlivosti vystřelil na svoji ženu dvě rány, z nichž jedna ji zasáhla do srdce a druhá do hlavy. Nato obrátil žárlivý manžel zbraň proti sobě a střelil se do boku. Výstřely přilákaly sousedé nalezli Stračkovou mrtvou a Stračka těžce raněného. Byl dopraven do nemocnice v Levicích, kde se zjistilo, že zranění jeho jsou těžká, ale nikoliv smrtelné.: [91, 329, 563, 453]
- header-issue: Číslo 331. 2. prosince 1923.: [91, 136, 374, 157]
- ad-number: 18658: [1494, 1613, 1533, 1627]
- ad-name: Oční lékař MUDr. Arnošt Sachs,: [1062, 1123, 1301, 1137]
- article-headline: Klub mag. a obec. admin. úřednictva středoškolského hlav. města Prahy: [91, 1174, 563, 1204]
- article: * Ve prospěch strádajících ruských učenců pořádá dnes veselý večer „Kroužek ruských inteligentů v Praze“ v „Domácnosti“ v Lazarské ul. s bohatým uměleckým programem a tancem. Lístky u Truhlářové.: [577, 345, 1049, 391]
- ad-name: Choroby kožní, pohlavní, kosmetika,: [1062, 1255, 1336, 1269]
- ad-name: Zupany a ranní kabátky: [1062, 1763, 1227, 1777]
- article-text: pořádají mikulášskou zábavu dne 8 prosince o půl 8. hod. večer v restauraci „U kuřího oka“. Král. Vinohrady, Halkova 38.: [91, 1346, 563, 1392]
- article: * Obecním a městským úřadům! Všechny jmenované úřady, které byly vyzvány likvidačním Ústředím čsl. dobrovolné pomoci hladovějícím v Rusku a Ukrajině, Praha II., Lazarská 11, aby vrátily sběrací listiny tohoto Ústředí, se tímto znovu zdvořile žádají, aby tak nejdéle do 15. prosince učinily, nestalo-li se tak dosud. Kdyby se sběrací listina byla ztratila, nechť oznámí ztrátu a vybrané obnosy odvedou.: [91, 548, 563, 641]
- classified-ad: [1062, 1712, 1533, 1761]
- classified-ad: [1062, 1253, 1533, 1302]
- article: * Na české univ. poliklinice (II. Myslíkova ul. č. 7) ordinuje se denně kromě neděle a svátků: Na oddělení pro nemoce vnitřní (zást. prof. dr. V. Libenský) od 1—3 hod. odpol. — Na oddělení pro nemoci srdeční (prof. dr. V. Libenský) od 1—3 hod. odpol. — Na oddělení pro nemoci chirurgické (prof. dr. J. Zonjemský) od 8—10 hod. ráno. — Na oddělení pro nemoci ženské (prof. dr. J. Jerie) od 8—9 ráno, v pondělí, ve středu a v pátek od 4—6 hod. odpol. — Na oddělení pro nemoci kožní a pohlavní (prof. dr. Jar. Bukovský) od 8—10 hod. ráno, v úterý a ve čtvrtek od 5—7 hod. večer, v sobotu od 2—4 hod. odpol. — Na oddělení pro nemoci očí (prof. dr. Leier) od 11 do 1 hod. — Na oddělení pro nemoci uší a nosní (prof. dr. K. Výmola) od 4—6 hod. odpol.: [91, 799, 563, 969]
- header-title: — NÁRODNÍ POLITIKA. —: [660, 134, 972, 157]
- classified-ad: [1062, 1630, 1533, 1679]
- ad-text: asist. koz. klin., Frankfurt n. M. — spec. syfilis a nem. kožní, pohlavní, vyšetř. prohl. krve, orig. Wassermann. Vodičkova 31 (dům p. Myšáka).: [1062, 1206, 1533, 1251]
- classified-ad: [1062, 1122, 1533, 1171]
- article: * Karpatoruský studentský kroužek „Vozrožděnie“ má valnou hromadu dnes 2. t. m. o 2. h. odpol. v hotelu „Beránek“ na Kr Vinohradech.: [577, 173, 1049, 203]
- classified-ad: [1062, 1382, 1533, 1431]
- ad-number: 17716: [1494, 1711, 1533, 1725]
- classified-ad: [1062, 1302, 1533, 1382]
- article-headline: Výcházky.: [602, 689, 668, 704]
- article-headline: Expositura Spořitelny České v Praze.: [602, 1456, 866, 1470]
- article: * Skleník v klášteře vyhořel. Včera ráno vznikl oheň ve skleníku na zahradě kláštera u Františkánů na náměstí Jungmannově a vzňal se také dřevěný altán. Ve skleníku shořely všechny květiny a palmy, truhlářské, zahradnické a hospodářské nářadí a složená prkna z parenišť. Altán shořel úplně. Škoda činí asi 10.000 Kč. Oheň uhasili hasiči ze Starého a Nového města.: [91, 455, 563, 547]
- divider: [1062, 551, 1533, 552]
